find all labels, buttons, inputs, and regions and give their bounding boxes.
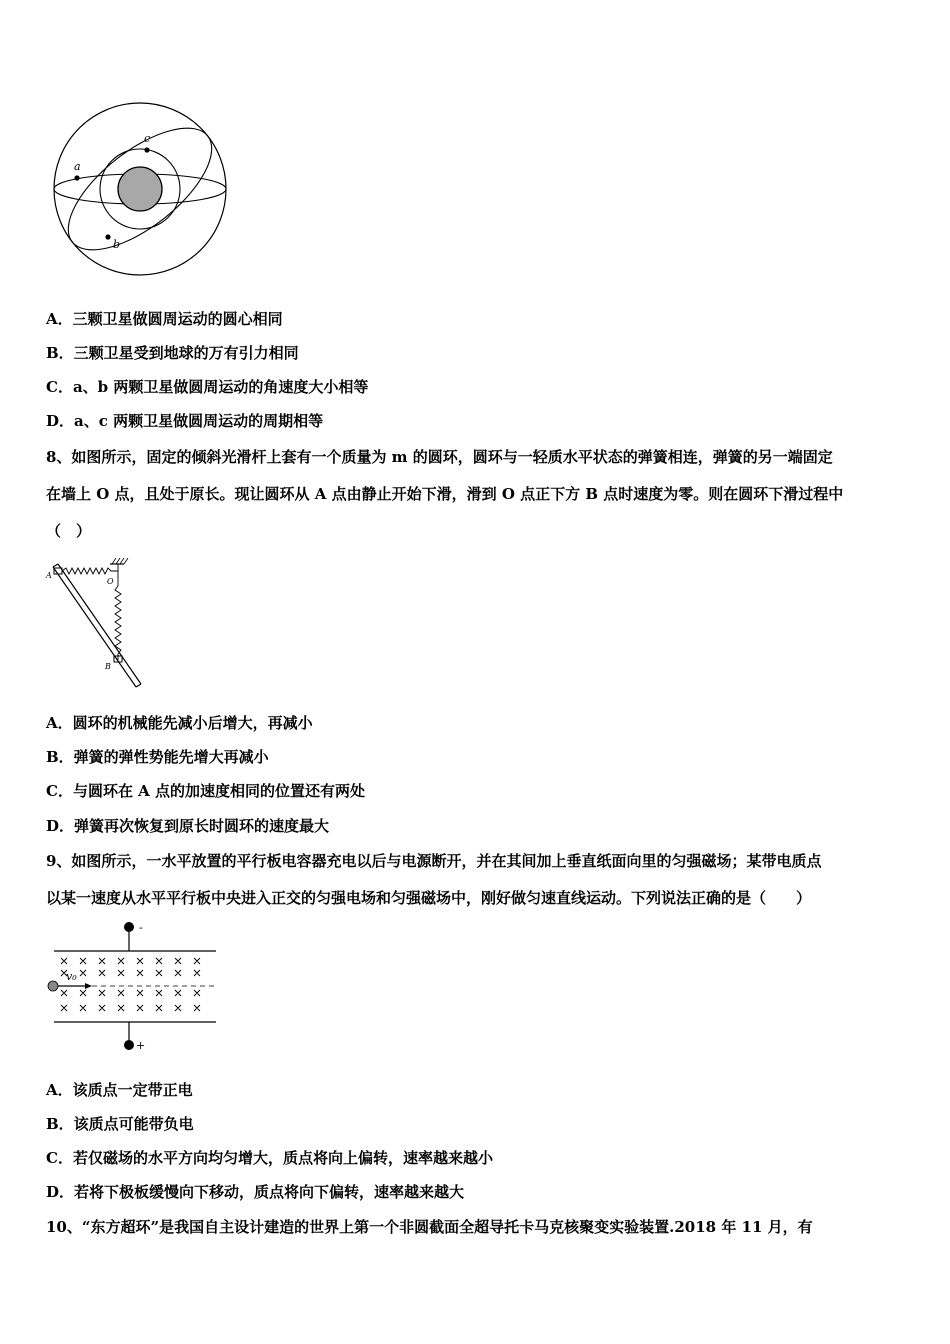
q8-option-a: A．圆环的机械能先减小后增大，再减小 xyxy=(46,714,313,732)
label-O: O xyxy=(107,577,114,586)
q8-option-b: B．弹簧的弹性势能先增大再减小 xyxy=(46,748,269,766)
q7-option-c: C．a、b 两颗卫星做圆周运动的角速度大小相等 xyxy=(46,378,369,396)
label-B: B xyxy=(105,662,111,671)
bottom-terminal-sign: + xyxy=(136,1039,146,1052)
spring-horizontal xyxy=(62,568,118,574)
label-a: a xyxy=(74,160,81,173)
bottom-terminal xyxy=(124,1040,134,1050)
q9-option-c: C．若仅磁场的水平方向均匀增大，质点将向上偏转，速率越来越小 xyxy=(46,1149,493,1167)
q8-stem-line-2: 在墙上 O 点，且处于原长。现让圆环从 A 点由静止开始下滑，滑到 O 点正下方 B 点时速度为零。则在圆环下滑过程中 xyxy=(46,485,844,503)
q10-stem-line-1: 10、“东方超环”是我国自主设计建造的世界上第一个非圆截面全超导托卡马克核聚变实验装置.2018 年 11 月，有 xyxy=(46,1218,813,1236)
label-b: b xyxy=(113,238,121,251)
q7-option-d: D．a、c 两颗卫星做圆周运动的周期相等 xyxy=(46,412,324,430)
top-terminal xyxy=(124,922,134,932)
label-c: c xyxy=(144,132,151,145)
q7-option-a: A．三颗卫星做圆周运动的圆心相同 xyxy=(46,310,283,328)
top-terminal-sign: - xyxy=(139,921,143,934)
magnetic-field-crosses xyxy=(61,958,200,1011)
velocity-label: v₀ xyxy=(66,970,77,983)
satellite-c xyxy=(144,147,149,152)
label-A: A xyxy=(46,571,52,580)
q9-stem-line-1: 9、如图所示，一水平放置的平行板电容器充电以后与电源断开，并在其间加上垂直纸面向里的匀强磁场；某带电质点 xyxy=(46,852,822,870)
q7-option-b: B．三颗卫星受到地球的万有引力相同 xyxy=(46,344,299,362)
q8-stem-line-3: （ ） xyxy=(46,522,92,540)
q8-option-c: C．与圆环在 A 点的加速度相同的位置还有两处 xyxy=(46,782,366,800)
capacitor-field-figure xyxy=(44,918,224,1056)
q9-option-b: B．该质点可能带负电 xyxy=(46,1115,194,1133)
satellite-b xyxy=(105,234,110,239)
q9-option-d: D．若将下极板缓慢向下移动，质点将向下偏转，速率越来越大 xyxy=(46,1183,465,1201)
q8-stem-line-1: 8、如图所示，固定的倾斜光滑杆上套有一个质量为 m 的圆环，圆环与一轻质水平状态的弹簧相连，弹簧的另一端固定 xyxy=(46,448,833,466)
satellite-a xyxy=(74,175,79,180)
q9-stem-line-2: 以某一速度从水平平行板中央进入正交的匀强电场和匀强磁场中，刚好做匀速直线运动。下列说法正确的是（ ） xyxy=(46,889,812,907)
q9-option-a: A．该质点一定带正电 xyxy=(46,1081,193,1099)
q8-option-d: D．弹簧再次恢复到原长时圆环的速度最大 xyxy=(46,817,330,835)
satellite-orbits-figure xyxy=(50,100,230,280)
charged-particle xyxy=(48,981,58,991)
spring-vertical xyxy=(115,586,121,660)
rod-spring-figure xyxy=(44,556,144,696)
inclined-rod xyxy=(53,567,136,687)
earth xyxy=(118,167,162,211)
